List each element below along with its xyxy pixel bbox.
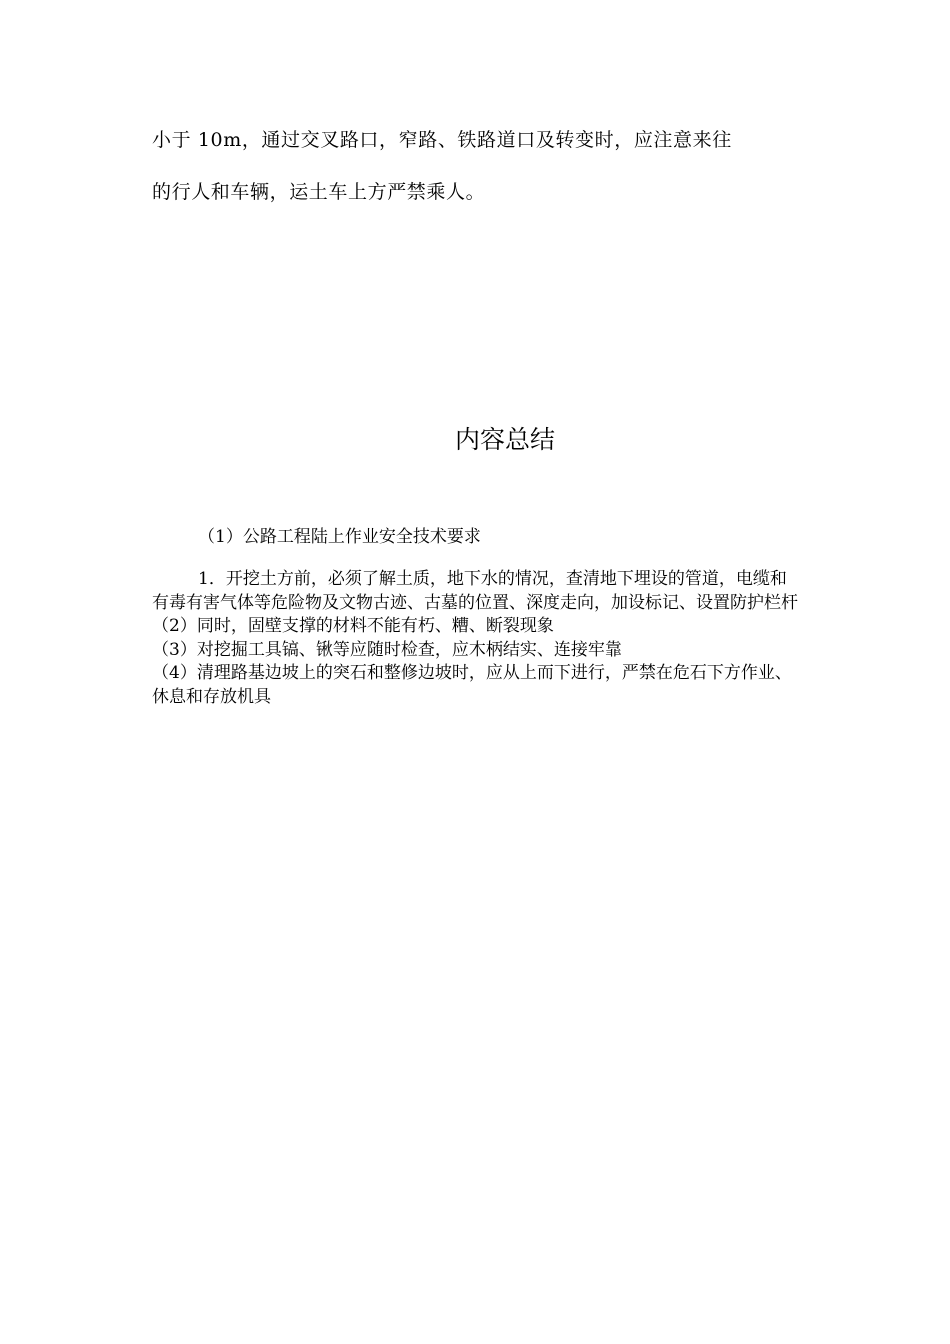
summary-paragraph-4: （4）清理路基边坡上的突石和整修边坡时，应从上而下进行，严禁在危石下方作业、休息和存放机具 (152, 663, 792, 707)
intro-text-line-1: 小于 10m，通过交叉路口，窄路、铁路道口及转变时，应注意来往 (152, 129, 732, 151)
summary-paragraph-2: （2）同时，固壁支撑的材料不能有朽、糟、断裂现象 (152, 616, 554, 636)
summary-subheading: （1）公路工程陆上作业安全技术要求 (198, 527, 481, 547)
summary-title: 内容总结 (454, 425, 555, 454)
intro-text-line-2: 的行人和车辆，运土车上方严禁乘人。 (152, 181, 486, 203)
summary-body (152, 568, 802, 709)
summary-paragraph-1: 1．开挖土方前，必须了解土质，地下水的情况，查清地下埋设的管道，电缆和有毒有害气体等危险物及文物古迹、古墓的位置、深度走向，加设标记、设置防护栏杆 (152, 569, 798, 613)
summary-paragraph-3: （3）对挖掘工具镐、锹等应随时检查，应木柄结实、连接牢靠 (152, 639, 622, 660)
